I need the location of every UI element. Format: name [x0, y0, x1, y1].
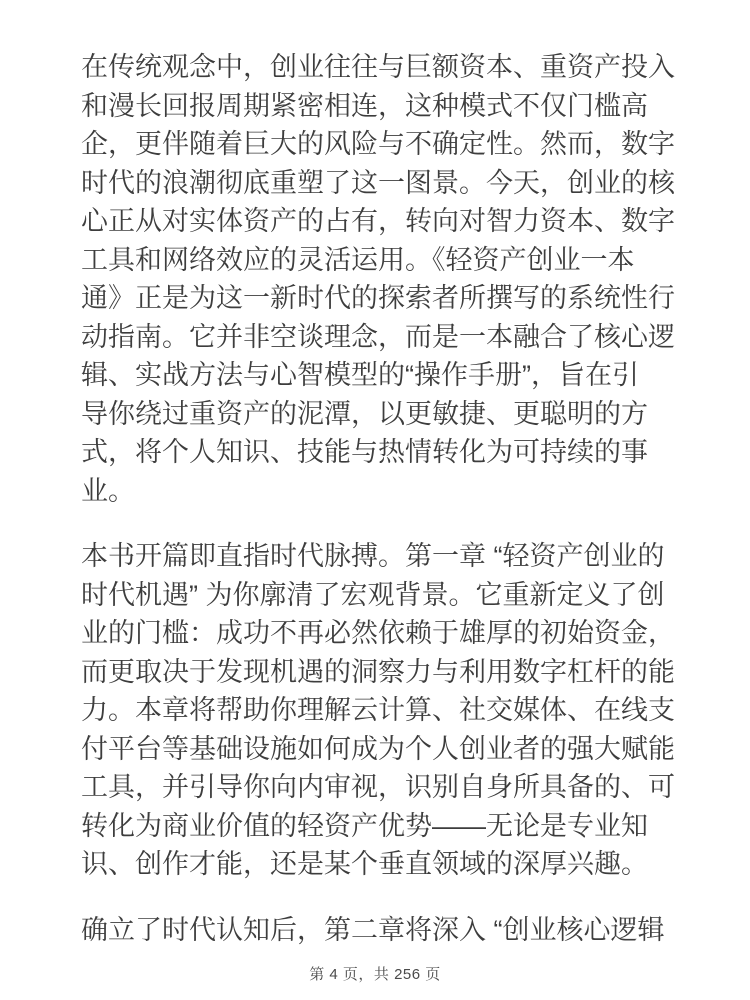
paragraph: [81, 911, 690, 950]
text-line: 付平台等基础设施如何成为个人创业者的强大赋能: [81, 733, 675, 764]
text-line: 业的门槛：成功不再必然依赖于雄厚的初始资金，: [81, 618, 675, 648]
text-line: 时代的浪潮彻底重塑了这一图景。今天，创业的核: [81, 167, 675, 198]
text-line: 式，将个人知识、技能与热情转化为可持续的事: [81, 437, 648, 467]
text-line: 力。本章将帮助你理解云计算、社交媒体、在线支: [81, 695, 675, 725]
text-line: 时代机遇” 为你廓清了宏观背景。它重新定义了创: [81, 579, 665, 610]
text-line: 确立了时代认知后，第二章将深入 “创业核心逻辑: [81, 914, 665, 945]
text-line: 转化为商业价值的轻资产优势——无论是专业知: [81, 810, 648, 841]
text-line: 而更取决于发现机遇的洞察力与利用数字杠杆的能: [81, 656, 675, 687]
text-line: 辑、实战方法与心智模型的“操作手册”，旨在引: [81, 360, 639, 390]
page-number-footer: 第 4 页，共 256 页: [309, 966, 441, 983]
text-line: 通》正是为这一新时代的探索者所撰写的系统性行: [81, 283, 675, 313]
text-line: 导你绕过重资产的泥潭，以更敏捷、更聪明的方: [81, 398, 648, 429]
text-line: 心正从对实体资产的占有，转向对智力资本、数字: [81, 206, 675, 236]
text-line: 业。: [81, 475, 135, 506]
text-line: 识、创作才能，还是某个垂直领域的深厚兴趣。: [81, 849, 648, 879]
text-line: 本书开篇即直指时代脉搏。第一章 “轻资产创业的: [81, 541, 665, 571]
text-line: 动指南。它并非空谈理念，而是一本融合了核心逻: [81, 321, 675, 352]
text-line: 和漫长回报周期紧密相连，这种模式不仅门槛高: [81, 90, 648, 121]
paragraph: [81, 48, 690, 510]
text-line: 企，更伴随着巨大的风险与不确定性。然而，数字: [81, 129, 675, 159]
text-line: 工具和网络效应的灵活运用。《轻资产创业一本: [81, 244, 635, 275]
text-line: 在传统观念中，创业往往与巨额资本、重资产投入: [81, 52, 675, 82]
text-line: 工具，并引导你向内审视，识别自身所具备的、可: [81, 772, 675, 802]
paragraph: [81, 537, 690, 884]
